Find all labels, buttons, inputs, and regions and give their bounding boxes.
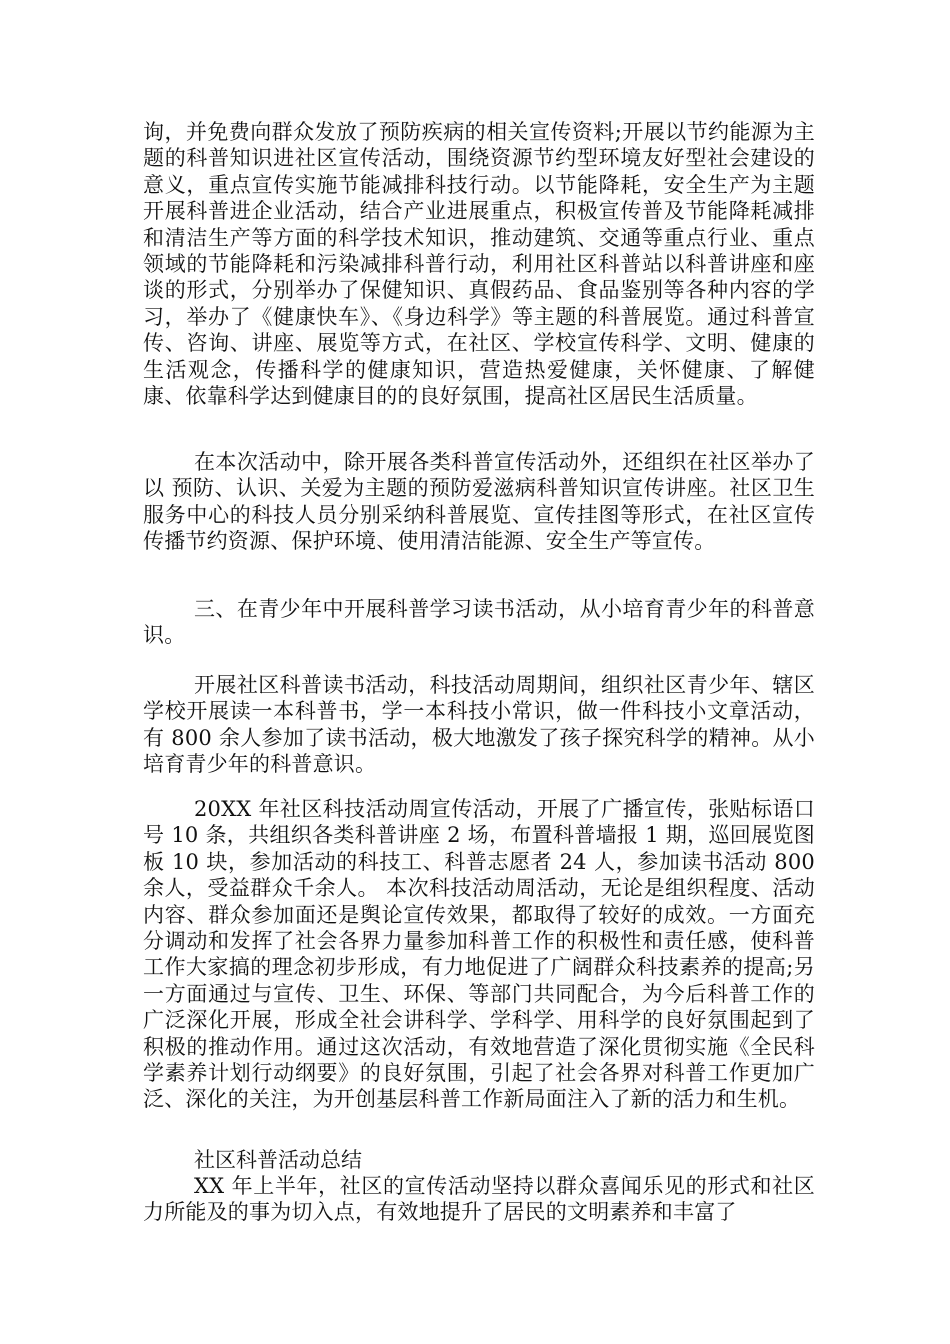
paragraph-summary-results: 20XX 年社区科技活动周宣传活动，开展了广播宣传，张贴标语口号 10 条，共组织各类科普讲座 2 场，布置科普墙报 1 期，巡回展览图板 10 块，参加活动的科技工、科普志愿者 24 人，参加读书活动 800 余人，受益群众千余人。 本次科技活动周活动，无论是组织程度、活动内容、群众参加面还是舆论宣传效果，都取得了较好的成效。一方面充分调动和发挥了社会各界力量参加科普工作的积极性和责任感，使科普工作大家搞的理念初步形成，有力地促进了广阔群众科技素养的提高;另一方面通过与宣传、卫生、环保、等部门共同配合，为今后科普工作的广泛深化开展，形成全社会讲科学、学科学、用科学的良好氛围起到了积极的推动作用。通过这次活动，有效地营造了深化贯彻实施《全民科学素养计划行动纲要》的良好氛围，引起了社会各界对科普工作更加广泛、深化的关注，为开创基层科普工作新局面注入了新的活力和生机。	[143, 797, 815, 1112]
paragraph-continued: 询，并免费向群众发放了预防疾病的相关宣传资料;开展以节约能源为主题的科普知识进社区宣传活动，围绕资源节约型环境友好型社会建设的意义，重点宣传实施节能减排科技行动。以节能降耗，安全生产为主题开展科普进企业活动，结合产业进展重点，积极宣传普及节能降耗减排和清洁生产等方面的科学技术知识，推动建筑、交通等重点行业、重点领域的节能降耗和污染减排科普行动，利用社区科普站以科普讲座和座谈的形式，分别举办了保健知识、真假药品、食品鉴别等各种内容的学习，举办了《健康快车》、《身边科学》等主题的科普展览。通过科普宣传、咨询、讲座、展览等方式，在社区、学校宣传科学、文明、健康的生活观念，传播科学的健康知识，营造热爱健康，关怀健康、了解健康、依靠科学达到健康目的的良好氛围，提高社区居民生活质量。	[143, 120, 815, 409]
paragraph-reading-activity: 开展社区科普读书活动，科技活动周期间，组织社区青少年、辖区学校开展读一本科普书，学一本科技小常识，做一件科技小文章活动，有 800 余人参加了读书活动，极大地激发了孩子探究科学的精神。从小培育青少年的科普意识。	[143, 673, 815, 777]
section-title: 社区科普活动总结	[194, 1148, 362, 1172]
paragraph-section-three: 三、在青少年中开展科普学习读书活动，从小培育青少年的科普意识。	[143, 597, 815, 648]
paragraph-final: XX 年上半年，社区的宣传活动坚持以群众喜闻乐见的形式和社区力所能及的事为切入点，有效地提升了居民的文明素养和丰富了	[143, 1174, 815, 1225]
paragraph-activity-lecture: 在本次活动中，除开展各类科普宣传活动外，还组织在社区举办了以 预防、认识、关爱为主题的预防爱滋病科普知识宣传讲座。社区卫生服务中心的科技人员分别采纳科普展览、宣传挂图等形式，在社区宣传传播节约资源、保护环境、使用清洁能源、安全生产等宣传。	[143, 450, 815, 554]
